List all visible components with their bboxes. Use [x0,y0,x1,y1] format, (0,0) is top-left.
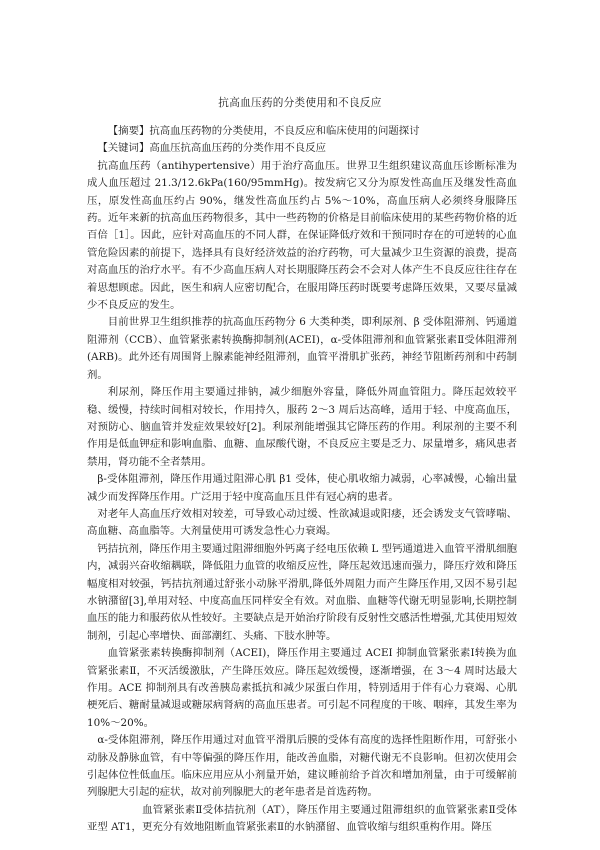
paragraph-beta-blockers-elderly: 对老年人高血压疗效相对较差，可导致心动过缓、性欲减退或阳痿，还会诱发支气管哮喘、高血糖、高血脂等。大剂量使用可诱发急性心力衰竭。 [87,507,517,538]
paragraph-beta-blockers: β-受体阻滞剂，降压作用通过阻滞心肌 β1 受体，使心肌收缩力减弱，心率减慢，心输出量减少而发挥降压作用。广泛用于轻中度高血压且伴有冠心病的患者。 [87,473,517,503]
keywords-line: 【关键词】高血压抗高血压药的分类作用不良反应 [97,142,326,155]
paragraph-classification: 目前世界卫生组织推荐的抗高血压药物分 6 大类种类，即利尿剂、β 受体阻滞剂、钙通道阻滞剂（CCB）、血管紧张素转换酶抑制剂(ACEI)，α-受体阻滞剂和血管紧张素Ⅱ受体阻滞剂(ARB)。此外还有周围肾上腺素能神经阻滞剂，血管平滑肌扩张药，神经节阻断药剂和中药制剂。 [87,316,517,381]
paragraph-calcium-antagonists: 钙拮抗剂，降压作用主要通过阻滞细胞外钙离子经电压依赖 L 型钙通道进入血管平滑肌细胞内，减弱兴奋收缩耦联，降低阻力血管的收缩反应性，降压起效迅速而强力，降压疗效和降压幅度相对较强，钙拮抗剂通过舒张小动脉平滑肌,降低外周阻力而产生降压作用,又因不易引起水钠潴留[3],单用对轻、中度高血压同样安全有效。对血脂、血糖等代谢无明显影响,长期控制血压的能力和服药依从性较好。主要缺点是开始治疗阶段有反射性交感活性增强,尤其使用短效制剂，引起心率增快、面部潮红、头痛、下肢水肿等。 [87,542,517,642]
paragraph-diuretics: 利尿剂，降压作用主要通过排钠，减少细胞外容量，降低外周血管阻力。降压起效较平稳、缓慢，持续时间相对较长，作用持久，服药 2～3 周后达高峰，适用于轻、中度高血压，对预防心、脑血管并发症效果较好[2]。利尿剂能增强其它降压药的作用。利尿剂的主要不利作用是低血钾症和影响血脂、血糖、血尿酸代谢，不良反应主要是乏力、尿量增多，痛风患者禁用，肾功能不全者禁用。 [87,386,517,468]
paragraph-acei: 血管紧张素转换酶抑制剂（ACEI)，降压作用主要通过 ACEI 抑制血管紧张素Ⅰ转换为血管紧张素Ⅱ，不灭活缓激肽，产生降压效应。降压起效缓慢，逐渐增强，在 3～4 周时达最大作用。ACE 抑制剂具有改善胰岛素抵抗和减少尿蛋白作用，特别适用于伴有心力衰竭、心肌梗死后、糖耐量减退或糖尿病肾病的高血压患者。可引起不同程度的干咳、咽痒，其发生率为 10%～20%。 [87,647,517,729]
abstract-line: 【摘要】抗高血压药物的分类使用，不良反应和临床使用的问题探讨 [107,125,420,137]
paragraph-alpha-blockers: α-受体阻滞剂，降压作用通过对血管平滑肌后膜的受体有高度的选择性阻断作用，可舒张小动脉及静脉血管，有中等偏强的降压作用，能改善血脂，对糖代谢无不良影响。但初次使用会引起体位性低血压。临床应用应从小剂量开始，建议睡前给予首次和增加剂量，由于可缓解前列腺肥大引起的症状，故对前列腺肥大的老年患者是首选药物。 [87,734,517,799]
document-title: 抗高血压药的分类使用和不良反应 [218,97,382,109]
paragraph-intro: 抗高血压药（antihypertensive）用于治疗高血压。世界卫生组织建议高血压诊断标准为成人血压超过 21.3/12.6kPa(160/95mmHg)。按发病它又分为原发性高血压及继发性高血压，原发性高血压约占 90%，继发性高血压约占 5%～10%，高血压病人必须终身服降压药。近年来新的抗高血压药物很多，其中一些药物的价格是目前临床使用的某些药物价格的近百倍［1］。因此，应针对高血压的不同人群，在保证降低疗效和干预同时存在的可逆转的心血管危险因素的前提下，选择具有良好经济效益的治疗药物，可大量减少卫生资源的浪费，提高对高血压的治疗水平。有不少高血压病人对长期服降压药会不会对人体产生不良反应往往存在着思想顾虑。因此，医生和病人应密切配合，在服用降压药时既要考虑降压效果，又要尽量减少不良反应的发生。 [87,159,517,312]
document-body [87,123,517,837]
paragraph-arb: 血管紧张素Ⅱ受体拮抗剂（AT），降压作用主要通过阻滞组织的血管紧张素Ⅱ受体亚型 AT1，更充分有效地阻断血管紧张素Ⅱ的水钠潴留、血管收缩与组织重构作用。降压 [87,803,517,834]
